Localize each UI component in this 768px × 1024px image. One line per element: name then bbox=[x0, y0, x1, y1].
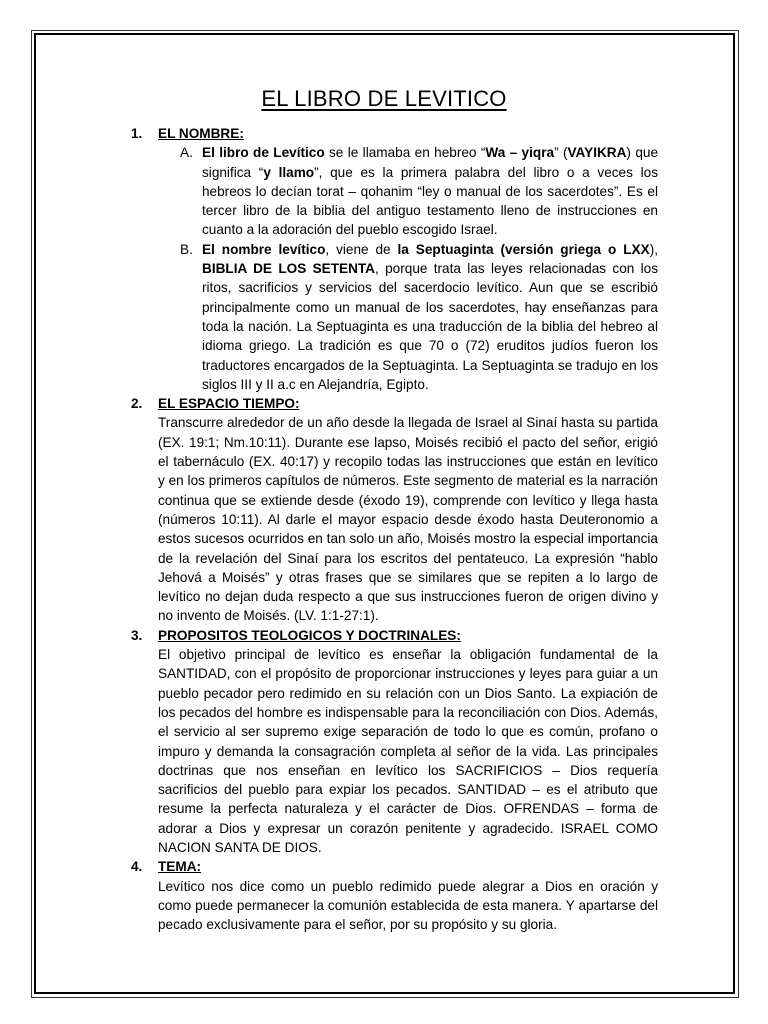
section-body: El objetivo principal de levítico es enseñar la obligación fundamental de la SANTIDAD, con el propósito de proporcionar instrucciones y leyes para guiar a un pueblo pecador pero redimido en su relación con un Dios Santo. La expiación de los pecados del hombre es indispensable para la reconciliación con Dios. Además, el servicio al ser supremo exige separación de todo lo que es común, profano o impuro y demanda la consagración completa al señor de la vida. Las principales doctrinas que nos enseñan en levítico los SACRIFICIOS – Dios requería sacrificios del pueblo para expiar los pecados. SANTIDAD – es el atributo que resume la perfecta naturaleza y el carácter de Dios. OFRENDAS – forma de adorar a Dios y expresar un corazón penitente y agradecido. ISRAEL COMO NACION SANTA DE DIOS. bbox=[158, 647, 658, 855]
document-title: EL LIBRO DE LEVITICO bbox=[261, 86, 507, 111]
section-number: 1. bbox=[131, 126, 143, 141]
bold-term: Wa – yiqra bbox=[485, 145, 555, 161]
section-body: Levítico nos dice como un pueblo redimido puede alegrar a Dios en oración y como puede permanecer la comunión establecida de esta manera. Y apartarse del pecado exclusivamente para el señor, por su propósito y su gloria. bbox=[158, 878, 658, 933]
sub-item-text bbox=[202, 145, 658, 237]
document-content bbox=[131, 124, 658, 934]
bold-term: la Septuaginta bbox=[397, 241, 494, 257]
section-espacio-tiempo bbox=[131, 394, 658, 626]
section-number: 3. bbox=[131, 627, 143, 643]
section-heading: EL NOMBRE: bbox=[158, 126, 244, 141]
bold-term: y llamo bbox=[263, 164, 315, 180]
sub-item-text bbox=[202, 242, 658, 392]
text-run: ” ( bbox=[554, 145, 568, 161]
text-run: , porque trata las leyes relacionadas con los ritos, sacrificios y servicios del sacerdocio levítico. Aun que se escribió principalmente como un manual de los sacerdotes, hay enseñanzas para toda la nación. La Septuaginta es una traducción de la biblia del hebreo al idioma griego. La tradición es que 70 o (72) eruditos judíos fueron los traductores encargados de la Septuaginta. La Septuaginta se tradujo en los siglos III y II a.c en Alejandría, Egipto. bbox=[202, 261, 658, 392]
section-heading: TEMA: bbox=[158, 859, 202, 875]
text-run: ”, que es la primera palabra del libro o a veces los hebreos lo decían torat – qohanim “ley o manual de los sacerdotes”. Es el tercer libro de la biblia del antiguo testamento lleno de instrucciones en cuanto a la adoración del pueblo escogido Israel. bbox=[202, 164, 658, 238]
section-heading: EL ESPACIO TIEMPO: bbox=[158, 396, 300, 412]
section-heading: PROPOSITOS TEOLOGICOS Y DOCTRINALES: bbox=[158, 627, 461, 643]
text-run: ), bbox=[649, 241, 658, 257]
bold-term: BIBLIA DE LOS SETENTA bbox=[202, 261, 376, 277]
sub-item-a bbox=[134, 143, 658, 239]
text-run: ) que significa “ bbox=[202, 145, 658, 180]
bold-term: El libro de Levítico bbox=[202, 145, 325, 161]
section-number: 4. bbox=[131, 859, 143, 875]
text-run: se le llamaba en hebreo “ bbox=[324, 145, 486, 161]
sub-item-letter: B. bbox=[180, 241, 193, 257]
bold-term: El nombre levítico bbox=[202, 241, 326, 257]
section-name bbox=[131, 124, 658, 394]
section-body: Transcurre alrededor de un año desde la llegada de Israel al Sinaí hasta su partida (EX. 19:1; Nm.10:11). Durante ese lapso, Moisés recibió el pacto del señor, erigió el tabernáculo (EX. 40:17) y recopilo todas las instrucciones que están en levítico y en los primeros capítulos de números. Este segmento de material es la narración continua que se extiende desde (éxodo 19), comprende con levítico y llega hasta (números 10:11). Al darle el mayor espacio desde éxodo hasta Deuteronomio a estos sucesos ocurridos en tan solo un año, Moisés mostro la especial importancia de la revelación del Sinaí para los escritos del pentateuco. La expresión “hablo Jehová a Moisés” y otras frases que se similares que se repiten a lo largo de levítico no dejan duda respecto a que sus instrucciones fueron de origen divino y no invento de Moisés. (LV. 1:1-27:1). bbox=[158, 415, 658, 624]
section-propositos bbox=[131, 626, 658, 858]
bold-term: versión griega o LXX bbox=[505, 241, 650, 257]
section-number: 2. bbox=[131, 396, 143, 412]
bold-term: VAYIKRA bbox=[567, 145, 627, 161]
bold-term: ( bbox=[493, 241, 506, 257]
sub-item-letter: A. bbox=[180, 145, 193, 161]
sub-item-b bbox=[134, 240, 658, 394]
section-tema bbox=[131, 857, 658, 934]
text-run: , viene de bbox=[325, 241, 398, 257]
